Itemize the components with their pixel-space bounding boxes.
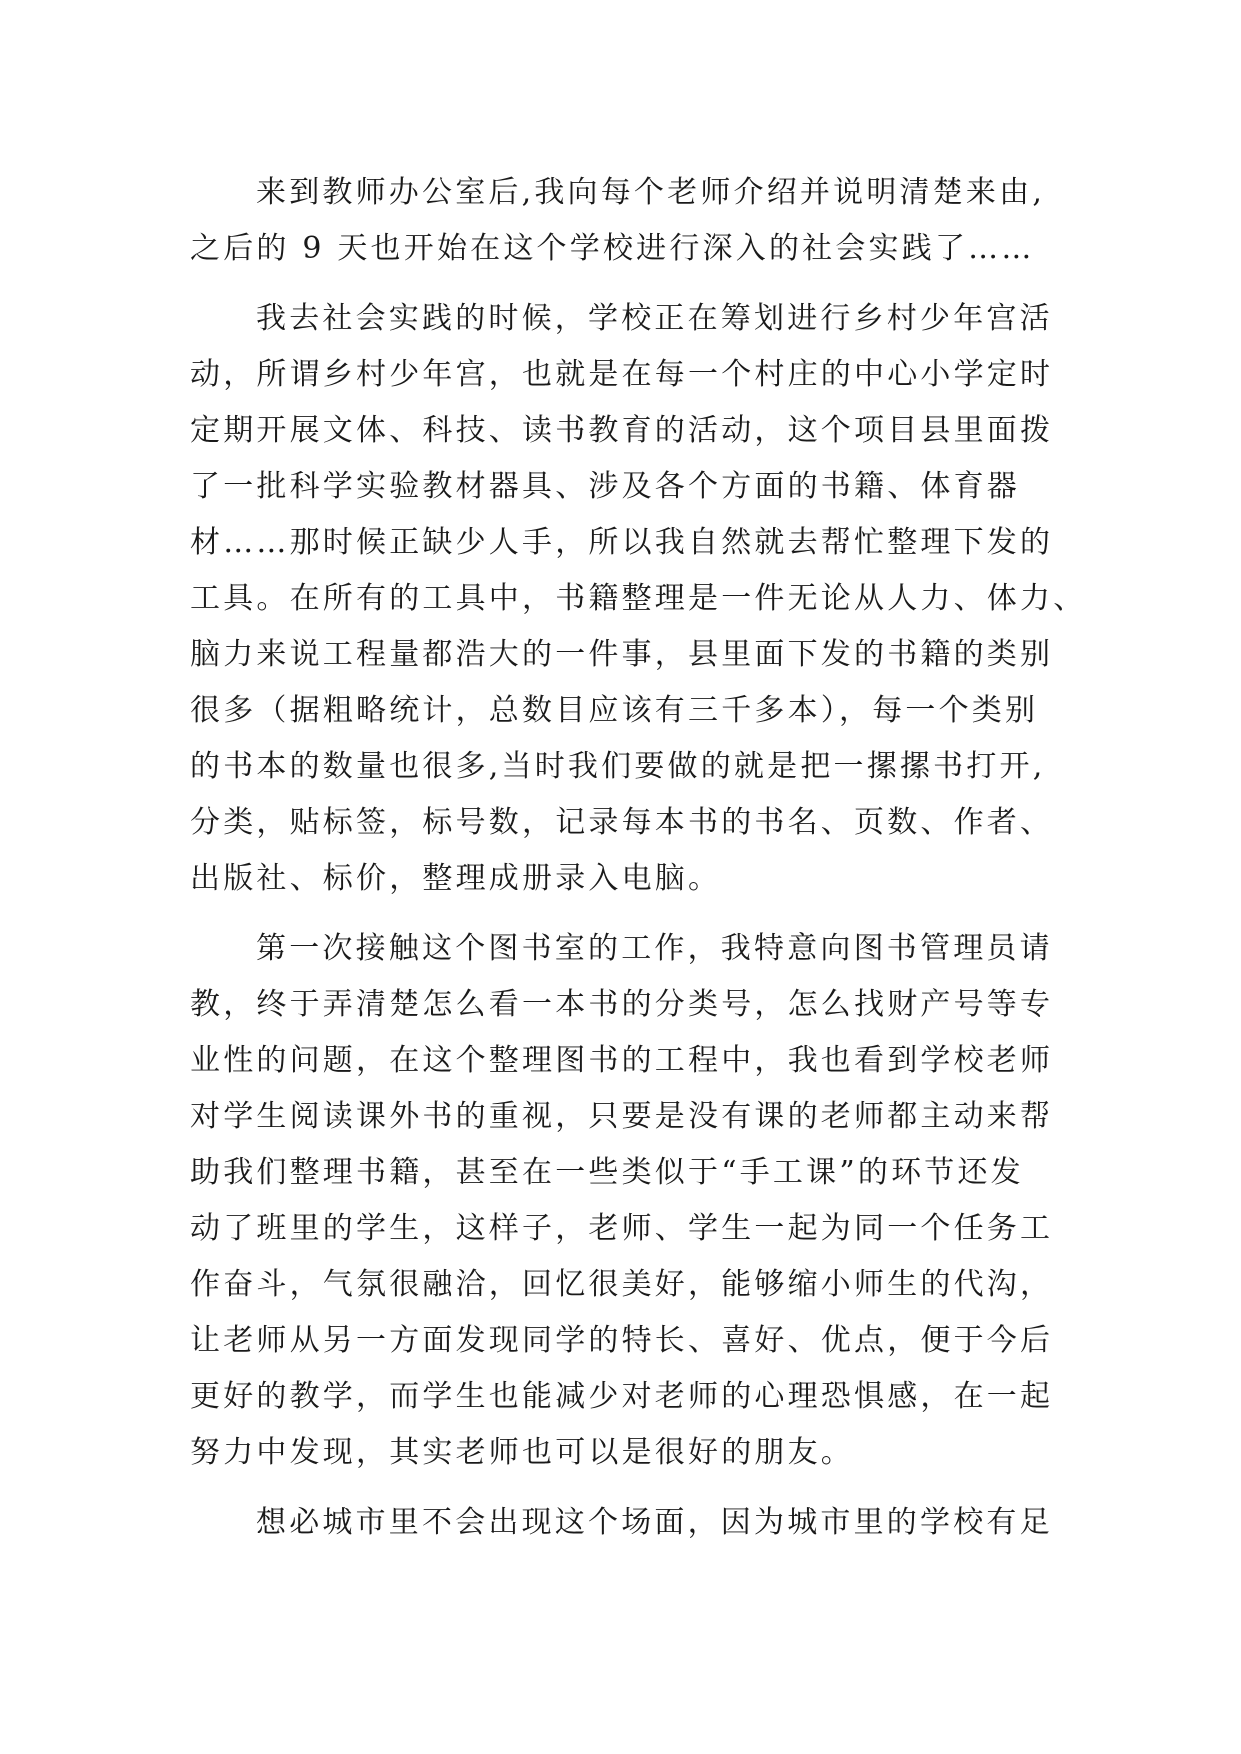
text-line: 教，终于弄清楚怎么看一本书的分类号，怎么找财产号等专 — [190, 987, 1054, 1022]
text-line: 之后的 9 天也开始在这个学校进行深入的社会实践了…… — [190, 231, 1035, 266]
text-line: 定期开展文体、科技、读书教育的活动，这个项目县里面拨 — [190, 413, 1054, 448]
text-line: 助我们整理书籍，甚至在一些类似于“手工课”的环节还发 — [190, 1155, 1024, 1190]
text-line: 分类，贴标签，标号数，记录每本书的书名、页数、作者、 — [190, 805, 1054, 840]
text-line: 出版社、标价，整理成册录入电脑。 — [190, 861, 722, 896]
text-line: 动了班里的学生，这样子，老师、学生一起为同一个任务工 — [190, 1211, 1054, 1246]
text-line: 了一批科学实验教材器具、涉及各个方面的书籍、体育器 — [190, 469, 1020, 504]
text-line: 更好的教学，而学生也能减少对老师的心理恐惧感，在一起 — [190, 1379, 1054, 1414]
text-line: 动，所谓乡村少年宫，也就是在每一个村庄的中心小学定时 — [190, 357, 1054, 392]
paragraph-start-line: 第一次接触这个图书室的工作，我特意向图书管理员请 — [256, 931, 1053, 966]
text-line: 业性的问题，在这个整理图书的工程中，我也看到学校老师 — [190, 1043, 1054, 1078]
paragraph-start-line: 我去社会实践的时候，学校正在筹划进行乡村少年宫活 — [256, 301, 1053, 336]
text-line: 努力中发现，其实老师也可以是很好的朋友。 — [190, 1435, 854, 1470]
body-text — [190, 165, 1090, 1551]
text-line: 工具。在所有的工具中，书籍整理是一件无论从人力、体力、 — [190, 581, 1087, 616]
text-line: 脑力来说工程量都浩大的一件事，县里面下发的书籍的类别 — [190, 637, 1054, 672]
text-line: 很多（据粗略统计，总数目应该有三千多本），每一个类别 — [190, 693, 1039, 728]
text-line: 的书本的数量也很多,当时我们要做的就是把一摞摞书打开, — [190, 749, 1046, 784]
text-line: 作奋斗，气氛很融洽，回忆很美好，能够缩小师生的代沟， — [190, 1267, 1054, 1302]
text-line: 让老师从另一方面发现同学的特长、喜好、优点，便于今后 — [190, 1323, 1054, 1358]
text-line: 材……那时候正缺少人手，所以我自然就去帮忙整理下发的 — [190, 525, 1054, 560]
paragraph-start-line: 想必城市里不会出现这个场面，因为城市里的学校有足 — [256, 1505, 1053, 1540]
text-line: 对学生阅读课外书的重视，只要是没有课的老师都主动来帮 — [190, 1099, 1054, 1134]
text-line: 来到教师办公室后,我向每个老师介绍并说明清楚来由, — [256, 175, 1046, 210]
